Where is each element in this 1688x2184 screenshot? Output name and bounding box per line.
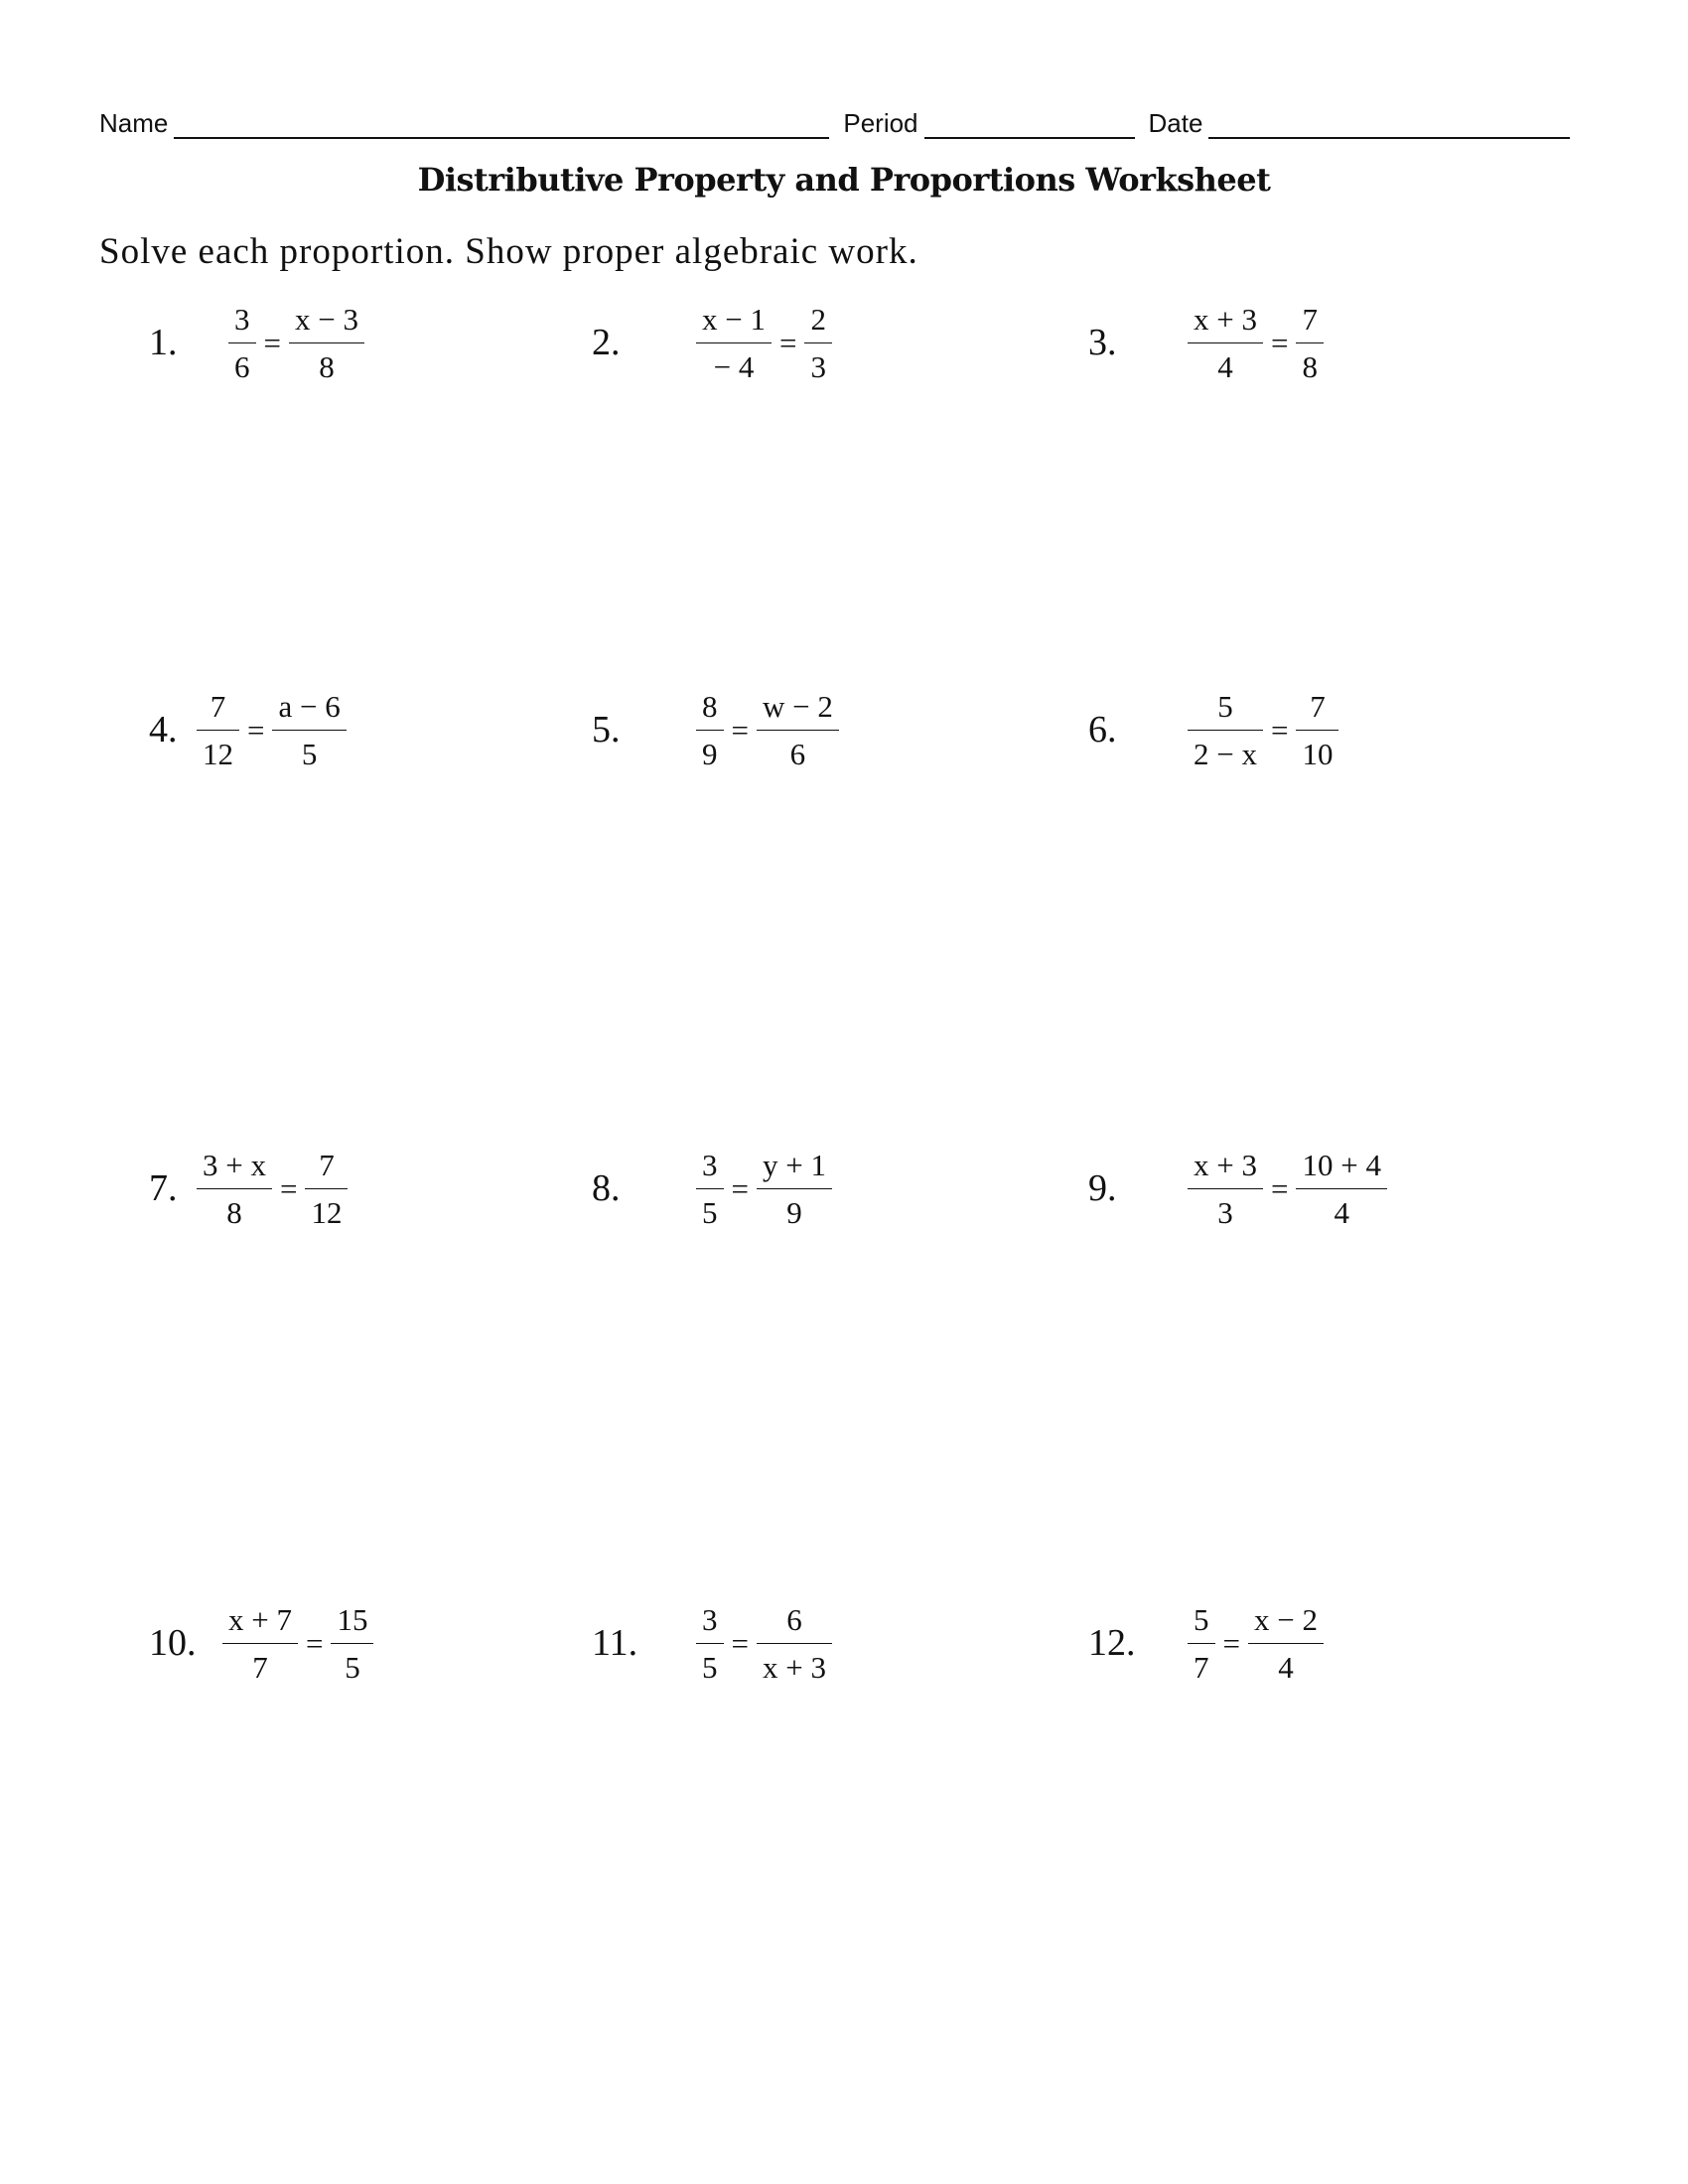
left-fraction xyxy=(222,1601,298,1685)
numerator: y + 1 xyxy=(762,1147,826,1182)
header-line xyxy=(99,99,1589,139)
problem xyxy=(1088,1588,1324,1698)
left-fraction xyxy=(228,301,256,384)
problem-number: 1. xyxy=(149,322,178,363)
denominator: 4 xyxy=(1278,1649,1294,1685)
date-label: Date xyxy=(1148,108,1203,138)
denominator: 8 xyxy=(1302,348,1318,384)
problem xyxy=(592,288,832,397)
denominator: 4 xyxy=(1334,1194,1349,1230)
problem xyxy=(149,1588,373,1698)
problem-number: 5. xyxy=(592,709,621,751)
numerator: 7 xyxy=(319,1147,335,1182)
period-blank xyxy=(924,109,1135,139)
right-fraction xyxy=(331,1601,373,1685)
left-fraction xyxy=(1188,1601,1215,1685)
denominator: 8 xyxy=(319,348,335,384)
denominator: 12 xyxy=(203,736,233,771)
equals-sign: = xyxy=(731,1626,749,1661)
left-fraction xyxy=(1188,688,1263,771)
equals-sign: = xyxy=(1270,1171,1289,1206)
numerator: x + 7 xyxy=(228,1601,292,1637)
numerator: x + 3 xyxy=(1194,301,1257,337)
equals-sign: = xyxy=(731,1171,749,1206)
right-fraction xyxy=(757,1601,832,1685)
numerator: 5 xyxy=(1194,1601,1209,1637)
right-fraction xyxy=(289,301,364,384)
right-fraction xyxy=(1296,688,1338,771)
right-fraction xyxy=(804,301,832,384)
problem xyxy=(592,1588,832,1698)
numerator: 7 xyxy=(1310,688,1326,724)
left-fraction xyxy=(1188,301,1263,384)
equals-sign: = xyxy=(731,713,749,748)
problem-number: 11. xyxy=(592,1622,638,1664)
numerator: 8 xyxy=(702,688,718,724)
denominator: 3 xyxy=(810,348,826,384)
denominator: 3 xyxy=(1217,1194,1233,1230)
denominator: 6 xyxy=(234,348,250,384)
problem xyxy=(149,675,347,784)
problem-number: 4. xyxy=(149,709,178,751)
denominator: 12 xyxy=(311,1194,343,1230)
right-fraction xyxy=(1248,1601,1324,1685)
problem-number: 7. xyxy=(149,1167,178,1209)
denominator: 6 xyxy=(789,736,806,771)
equals-sign: = xyxy=(778,326,797,360)
left-fraction xyxy=(696,301,772,384)
right-fraction xyxy=(757,688,839,771)
left-fraction xyxy=(696,688,724,771)
numerator: 15 xyxy=(337,1601,368,1637)
denominator: 10 xyxy=(1302,736,1334,771)
numerator: 10 + 4 xyxy=(1302,1147,1381,1182)
denominator: − 4 xyxy=(713,348,755,384)
numerator: x − 2 xyxy=(1253,1601,1318,1637)
left-fraction xyxy=(696,1601,724,1685)
instructions: Solve each proportion. Show proper algebraic work. xyxy=(99,231,918,272)
equals-sign: = xyxy=(1270,713,1289,748)
numerator: w − 2 xyxy=(762,688,833,724)
numerator: 3 xyxy=(702,1601,718,1637)
equals-sign: = xyxy=(1270,326,1289,360)
right-fraction xyxy=(305,1147,348,1230)
denominator: 7 xyxy=(252,1649,268,1685)
name-label: Name xyxy=(99,108,169,138)
numerator: x − 1 xyxy=(702,301,766,337)
numerator: 7 xyxy=(1302,301,1318,337)
numerator: x − 3 xyxy=(294,301,358,337)
equals-sign: = xyxy=(247,713,265,748)
numerator: 5 xyxy=(1217,688,1233,724)
equals-sign: = xyxy=(1222,1626,1240,1661)
numerator: 7 xyxy=(210,688,226,724)
left-fraction xyxy=(696,1147,724,1230)
equals-sign: = xyxy=(279,1171,298,1206)
problem xyxy=(149,288,364,397)
denominator: 7 xyxy=(1194,1649,1209,1685)
denominator: 8 xyxy=(226,1194,242,1230)
denominator: 5 xyxy=(345,1649,360,1685)
left-fraction xyxy=(1188,1147,1263,1230)
left-fraction xyxy=(197,688,239,771)
numerator: x + 3 xyxy=(1194,1147,1257,1182)
denominator: 9 xyxy=(786,1194,802,1230)
numerator: 3 xyxy=(234,301,250,337)
problem xyxy=(1088,675,1338,784)
problem xyxy=(592,675,839,784)
problem-number: 10. xyxy=(149,1622,197,1664)
problem xyxy=(592,1134,832,1243)
equals-sign: = xyxy=(305,1626,324,1661)
problem xyxy=(1088,288,1324,397)
denominator: 5 xyxy=(301,736,318,771)
date-blank xyxy=(1208,109,1570,139)
denominator: 9 xyxy=(702,736,718,771)
equals-sign: = xyxy=(263,326,281,360)
numerator: a − 6 xyxy=(278,688,341,724)
numerator: 6 xyxy=(786,1601,802,1637)
denominator: 2 − x xyxy=(1194,736,1257,771)
problem-number: 8. xyxy=(592,1167,621,1209)
problem xyxy=(1088,1134,1387,1243)
period-label: Period xyxy=(843,108,918,138)
problem-number: 3. xyxy=(1088,322,1117,363)
denominator: 4 xyxy=(1217,348,1233,384)
right-fraction xyxy=(272,688,346,771)
problem-number: 2. xyxy=(592,322,621,363)
numerator: 2 xyxy=(810,301,826,337)
problem xyxy=(149,1134,348,1243)
problem-number: 6. xyxy=(1088,709,1117,751)
name-blank xyxy=(174,109,829,139)
right-fraction xyxy=(1296,1147,1386,1230)
right-fraction xyxy=(757,1147,832,1230)
right-fraction xyxy=(1296,301,1324,384)
numerator: 3 xyxy=(702,1147,718,1182)
problem-number: 12. xyxy=(1088,1622,1136,1664)
denominator: 5 xyxy=(702,1194,718,1230)
left-fraction xyxy=(197,1147,272,1230)
numerator: 3 + x xyxy=(203,1147,266,1182)
problem-number: 9. xyxy=(1088,1167,1117,1209)
denominator: 5 xyxy=(702,1649,718,1685)
denominator: x + 3 xyxy=(762,1649,826,1685)
worksheet-title: Distributive Property and Proportions Worksheet xyxy=(417,161,1271,199)
